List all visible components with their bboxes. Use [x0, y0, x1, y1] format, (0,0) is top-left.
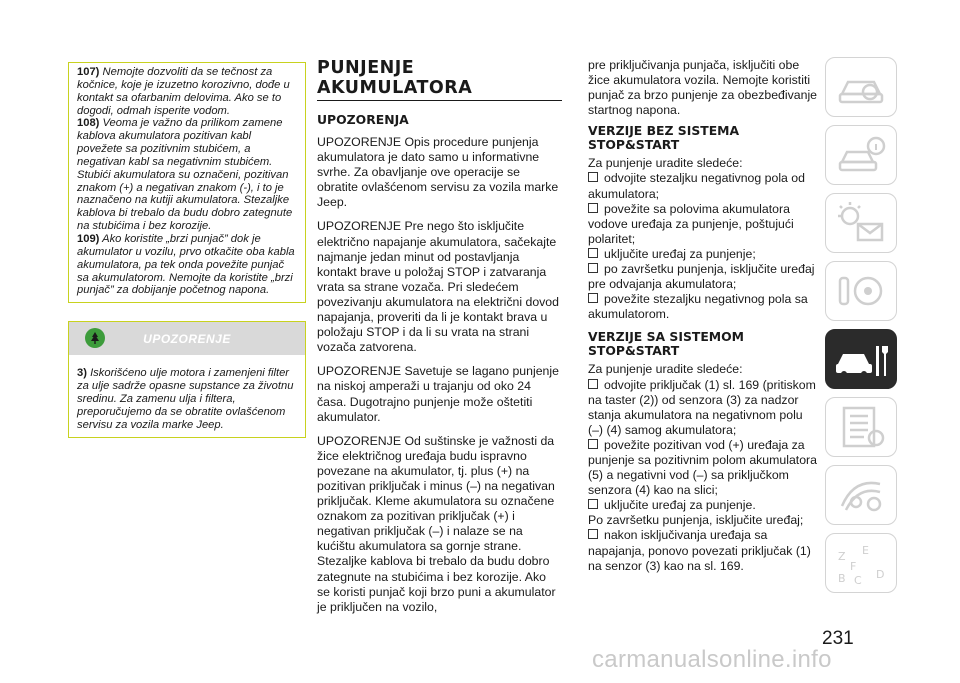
chapter-tabs: [825, 57, 897, 601]
list-item: nakon isključivanja uređaja sa napajanja, ponovo povezati priključak (1) na senzor (3) kao na sl. 169.: [588, 528, 811, 573]
bullet-icon: [588, 248, 598, 258]
section2-title: VERZIJE SA SISTEMOM STOP&START: [588, 329, 744, 359]
bullet-icon: [588, 529, 598, 539]
list-item: povežite sa polovima akumulatora vodove uređaja za punjenje, poštujući polaritet;: [588, 201, 794, 246]
bullet-icon: [588, 499, 598, 509]
tab-index[interactable]: [825, 533, 897, 593]
list-item: po završetku punjenja, isključite uređaj pre odvajanja akumulatora;: [588, 262, 815, 292]
index-letters-icon: [834, 540, 890, 586]
tab-multimedia[interactable]: [825, 465, 897, 525]
bullet-icon: [588, 439, 598, 449]
tab-vehicle-info[interactable]: [825, 125, 897, 185]
bullet-icon: [588, 172, 598, 182]
bullet-icon: [588, 263, 598, 273]
tab-technical-data[interactable]: [825, 397, 897, 457]
safety-steering-icon: [834, 268, 890, 314]
svg-text:B: B: [838, 572, 846, 585]
car-info-icon: [834, 132, 890, 178]
section-title-line1: PUNJENJE: [317, 58, 415, 78]
section2-lead: Za punjenje uradite sledeće:: [588, 362, 743, 377]
tab-lights[interactable]: [825, 193, 897, 253]
warning-title: UPOZORENJE: [143, 331, 231, 346]
section2-mid: Po završetku punjenja, isključite uređaj;: [588, 513, 804, 528]
list-item: povežite pozitivan vod (+) uređaja za punjenje sa pozitivnim polom akumulatora (5) a negativni vod (–) sa priključkom senzora (4) kao na slici;: [588, 437, 817, 498]
list-item: odvojite priključak (1) sl. 169 (pritiskom na taster (2)) od senzora (3) za nadzor stanja akumulatora na negativnom polu (–) (4) samog akumulatora;: [588, 377, 816, 437]
paragraph: UPOZORENJE Savetuje se lagano punjenje na niskoj amperaži u trajanju od oko 24 časa. Dugotrajno punjenje može oštetiti akumulator.: [317, 364, 559, 424]
paragraph: UPOZORENJE Od suštinske je važnosti da žice električnog uređaja budu ispravno povezane na akumulator, tj. plus (+) na pozitivan priključak i minus (–) na negativan priključak. Kleme akumulatora su označene oznakom za pozitivan priključak (+) i negativan priključak (–) i nalaze se na kućištu akumulatora sa gornje strane. Stezaljke kablova bi trebalo da budu dobro zategnute na stubićima i bez korozije. Ako se koristi punjač koji brzo puni a akumulator je priključen na vozilo,: [317, 433, 556, 614]
paragraph: UPOZORENJE Opis procedure punjenja akumulatora je dato samo u informativne svrhe. Za obavljanje ove operacije se obratite ovlašćenom servisu za vozila marke Jeep.: [317, 135, 559, 210]
middle-column: [317, 58, 562, 624]
svg-text:E: E: [862, 544, 869, 557]
warning-header: [68, 321, 306, 355]
svg-text:C: C: [854, 574, 862, 586]
title-rule: [317, 100, 562, 101]
list-item: povežite stezaljku negativnog pola sa akumulatorom.: [588, 292, 808, 322]
subsection-title: UPOZORENJA: [317, 112, 409, 127]
footnote-107: 107) Nemojte dozvoliti da se tečnost za kočnice, koje je izuzetno korozivno, dođe u kontakt sa ofarbanim delovima. Ako se to dogodi, odmah isperite vodom.: [77, 66, 290, 117]
right-column: [588, 58, 818, 574]
watermark: carmanualsonline.info: [592, 646, 832, 673]
list-item: uključite uređaj za punjenje.: [588, 498, 818, 513]
car-dashboard-icon: [834, 64, 890, 110]
svg-text:F: F: [850, 560, 857, 573]
section-title-line2: AKUMULATORA: [317, 78, 473, 98]
footnote-108: 108) Veoma je važno da prilikom zamene kablova akumulatora pozitivan kabl povežete sa pozitivnim stubićem, a negativan kabl sa negativnim stubićem. Stubići akumulatora su označeni, pozitivan znakom (+) a negativan znakom (-), i to je naznačeno na kutiji akumulatora. Stezaljke kablova bi trebalo da budu dobro zategnute na stubićima i bez korozije.: [77, 117, 293, 233]
left-column: [68, 62, 306, 438]
multimedia-icon: [834, 472, 890, 518]
bullet-icon: [588, 293, 598, 303]
environment-warning-icon: [85, 328, 105, 348]
lights-mail-icon: [834, 200, 890, 246]
footnote-109: 109) Ako koristite „brzi punjač” dok je akumulator u vozilu, prvo otkačite oba kabla akumulatora, pa tek onda povežite punjač sa akumulatorom. Nemojte da koristite „brzi punjač” za dobijanje početnog napona.: [77, 232, 295, 297]
document-list-icon: [834, 404, 890, 450]
intro-paragraph: pre priključivanja punjača, isključiti obe žice akumulatora vozila. Nemojte koristiti punjač za brzo punjenje za obezbeđivanje startnog napona.: [588, 58, 818, 118]
warning-body: 3) Iskorišćeno ulje motora i zamenjeni filter za ulje sadrže opasne supstance za životnu sredinu. Za zamenu ulja i filtera, preporučujemo da se obratite ovlašćenom servisu za vozila marke Jeep.: [68, 355, 306, 438]
bullet-icon: [588, 379, 598, 389]
bullet-icon: [588, 203, 598, 213]
tab-dashboard[interactable]: [825, 57, 897, 117]
section1-title: VERZIJE BEZ SISTEMA STOP&START: [588, 123, 740, 153]
svg-text:D: D: [876, 568, 885, 581]
list-item: uključite uređaj za punjenje;: [588, 247, 818, 262]
svg-text:Z: Z: [838, 550, 846, 563]
tab-safety[interactable]: [825, 261, 897, 321]
car-tools-icon: [834, 336, 890, 382]
section1-lead: Za punjenje uradite sledeće:: [588, 156, 743, 171]
paragraph: UPOZORENJE Pre nego što isključite električno napajanje akumulatora, sačekajte najmanje jedan minut od postavljanja kontakt brave u položaj STOP i zatvaranja vrata sa strane vozača. Pri sledećem povezivanju akumulatora na električni dovod napajanja, proveriti da li je kontakt brava u položaju STOP i da li su vrata na strani vozača zatvorena.: [317, 219, 559, 355]
page-number: 231: [822, 628, 854, 649]
tab-maintenance[interactable]: [825, 329, 897, 389]
footnote-box: [68, 62, 306, 303]
list-item: odvojite stezaljku negativnog pola od akumulatora;: [588, 171, 805, 201]
